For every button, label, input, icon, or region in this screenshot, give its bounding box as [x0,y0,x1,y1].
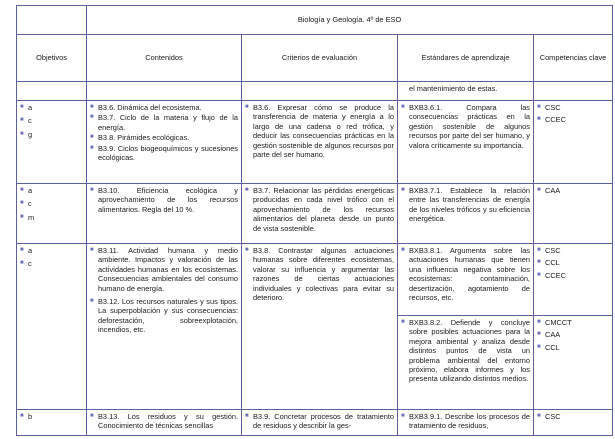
bullet-icon: ■ [20,130,24,137]
contenido-item: ■ B3.8. Pirámides ecológicas. [90,133,190,143]
column-header-row [17,35,613,82]
criterio-item: ■ B3.9. Concretar procesos de tratamiento de residuos y describir la ges- [245,412,394,431]
table-row [17,410,613,436]
objetivo-item: ■ a [20,246,33,255]
table-title: Biología y Geología. 4º de ESO [87,6,613,35]
table-row [17,101,613,184]
col-header-estandares: Estándares de aprendizaje [398,35,534,82]
bullet-icon: ■ [90,134,94,141]
bullet-icon: ■ [20,104,24,110]
competencia-item: ■ CCEC [537,115,566,125]
contenidos-cell [87,410,242,436]
competencia-item: ■ CSC [537,412,561,421]
estandares-cell [398,184,534,244]
empty-cell [17,82,87,101]
objetivo-item: ■ a [20,103,33,112]
competencias-cell [534,184,613,244]
bullet-icon: ■ [537,259,541,266]
objetivos-cell [17,410,87,436]
estandar-item: ■ BXB3.6.1. Compara las consecuencias prácticas en la gestión sostenible de algunos recursos por parte del ser humano, y valora críticamente su importancia. [401,103,530,150]
col-header-objetivos: Objetivos [17,35,87,82]
col-header-contenidos: Contenidos [87,35,242,82]
contenidos-cell [87,101,242,184]
competencia-item: ■ CAA [537,330,561,340]
bullet-icon: ■ [537,104,541,110]
bullet-icon: ■ [90,104,94,110]
bullet-icon: ■ [537,343,541,350]
objetivos-cell [17,101,87,184]
empty-cell [87,82,242,101]
bullet-icon: ■ [20,200,24,207]
empty-cell [242,82,398,101]
objetivo-item: ■ c [20,199,32,209]
criterio-item: ■ B3.6. Expresar cómo se produce la transferencia de materia y energía a lo largo de una cadena o red trófica, y deducir las consecuencias prácticas en la gestión sostenible de algunos recursos por parte del ser humano. [245,103,394,160]
contenido-item: ■ B3.10. Eficiencia ecológica y aprovechamiento de los recursos alimentarios. Regla del 10 %. [90,186,238,214]
table-row [17,244,613,316]
bullet-icon: ■ [20,117,24,124]
estandar-item: ■ BXB3.7.1. Establece la relación entre las transferencias de energía de los niveles tróficos y su eficiencia energética. [401,186,530,224]
competencias-cell [534,101,613,184]
curriculum-table [16,5,613,436]
objetivo-item: ■ g [20,129,33,139]
competencia-item: ■ CAA [537,186,561,195]
contenidos-cell [87,244,242,410]
bullet-icon: ■ [90,298,94,305]
contenido-item: ■ B3.7. Ciclo de la materia y flujo de la energía. [90,113,238,132]
competencia-item: ■ CCEC [537,270,566,280]
bullet-icon: ■ [20,213,24,220]
bullet-icon: ■ [90,413,94,419]
competencia-item: ■ CCL [537,342,560,352]
objetivos-cell [17,184,87,244]
estandar-item: ■ BXB3.9.1. Describe los procesos de tratamiento de residuos, [401,412,530,431]
col-header-criterios: Criterios de evaluación [242,35,398,82]
estandar-item: ■ BXB3.8.1. Argumenta sobre las actuaciones humanas que tienen una influencia negativa sobre los ecosistemas: contaminación, desertización, agotamiento de recursos, etc. [401,246,530,303]
table-row [17,184,613,244]
bullet-icon: ■ [537,116,541,123]
bullet-icon: ■ [20,247,24,253]
bullet-icon: ■ [537,187,541,193]
bullet-icon: ■ [401,187,405,193]
bullet-icon: ■ [20,187,24,193]
competencias-cell [534,244,613,316]
criterio-item: ■ B3.7. Relacionar las pérdidas energéticas producidas en cada nivel trófico con el aprovechamiento de los recursos alimentarios del planeta desde un punto de vista sostenible. [245,186,394,233]
continuation-text: el mantenimiento de estas. [398,82,534,101]
bullet-icon: ■ [20,260,24,267]
competencias-cell [534,410,613,436]
competencias-cell [534,316,613,410]
estandares-cell [398,244,534,316]
criterios-cell [242,410,398,436]
criterios-cell [242,101,398,184]
bullet-icon: ■ [245,104,249,110]
bullet-icon: ■ [401,104,405,110]
continuation-row [17,82,613,101]
contenido-item: ■ B3.9. Ciclos biogeoquímicos y sucesiones ecológicas. [90,143,238,163]
col-header-competencias: Competencias clave [534,35,613,82]
objetivos-cell [17,244,87,410]
estandares-cell [398,316,534,410]
criterios-cell [242,244,398,410]
bullet-icon: ■ [90,187,94,193]
bullet-icon: ■ [401,247,405,253]
bullet-icon: ■ [537,247,541,253]
bullet-icon: ■ [90,247,94,253]
competencia-item: ■ CSC [537,103,561,112]
criterios-cell [242,184,398,244]
title-spacer-cell [17,6,87,35]
contenido-item: ■ B3.13. Los residuos y su gestión. Conocimiento de técnicas sencillas [90,412,238,431]
estandar-item: ■ BXB3.8.2. Defiende y concluye sobre posibles actuaciones para la mejora ambiental y analiza desde distintos puntos de vista un problema ambiental del entorno próximo, elabora informes y los presenta utilizando distintos medios. [401,318,530,384]
contenido-item: ■ B3.6. Dinámica del ecosistema. [90,103,202,112]
objetivo-item: ■ a [20,186,33,195]
title-row [17,6,613,35]
competencia-item: ■ CMCCT [537,318,572,327]
objetivo-item: ■ c [20,116,32,126]
bullet-icon: ■ [537,413,541,419]
bullet-icon: ■ [245,413,249,419]
objetivo-item: ■ m [20,212,35,222]
competencia-item: ■ CCL [537,258,560,268]
contenido-item: ■ B3.11. Actividad humana y medio ambiente. Impactos y valoración de las actividades humanas en los ecosistemas. Consecuencias ambientales del consumo humano de energía. [90,246,238,293]
bullet-icon: ■ [537,271,541,278]
contenidos-cell [87,184,242,244]
estandares-cell [398,101,534,184]
bullet-icon: ■ [245,247,249,253]
objetivo-item: ■ b [20,412,33,421]
bullet-icon: ■ [537,331,541,338]
bullet-icon: ■ [20,413,24,419]
bullet-icon: ■ [537,319,541,325]
bullet-icon: ■ [401,413,405,419]
estandares-cell [398,410,534,436]
bullet-icon: ■ [401,319,405,325]
objetivo-item: ■ c [20,259,32,269]
bullet-icon: ■ [245,187,249,193]
bullet-icon: ■ [90,144,94,151]
bullet-icon: ■ [90,114,94,121]
criterio-item: ■ B3.8. Contrastar algunas actuaciones humanas sobre diferentes ecosistemas, valorar su influencia y argumentar las razones de ciertas actuaciones individuales y colectivas para evitar su deterioro. [245,246,394,303]
empty-cell [534,82,613,101]
competencia-item: ■ CSC [537,246,561,255]
contenido-item: ■ B3.12. Los recursos naturales y sus tipos. La superpoblación y sus consecuencias: deforestación, sobreexplotación, incendios, etc. [90,297,238,335]
